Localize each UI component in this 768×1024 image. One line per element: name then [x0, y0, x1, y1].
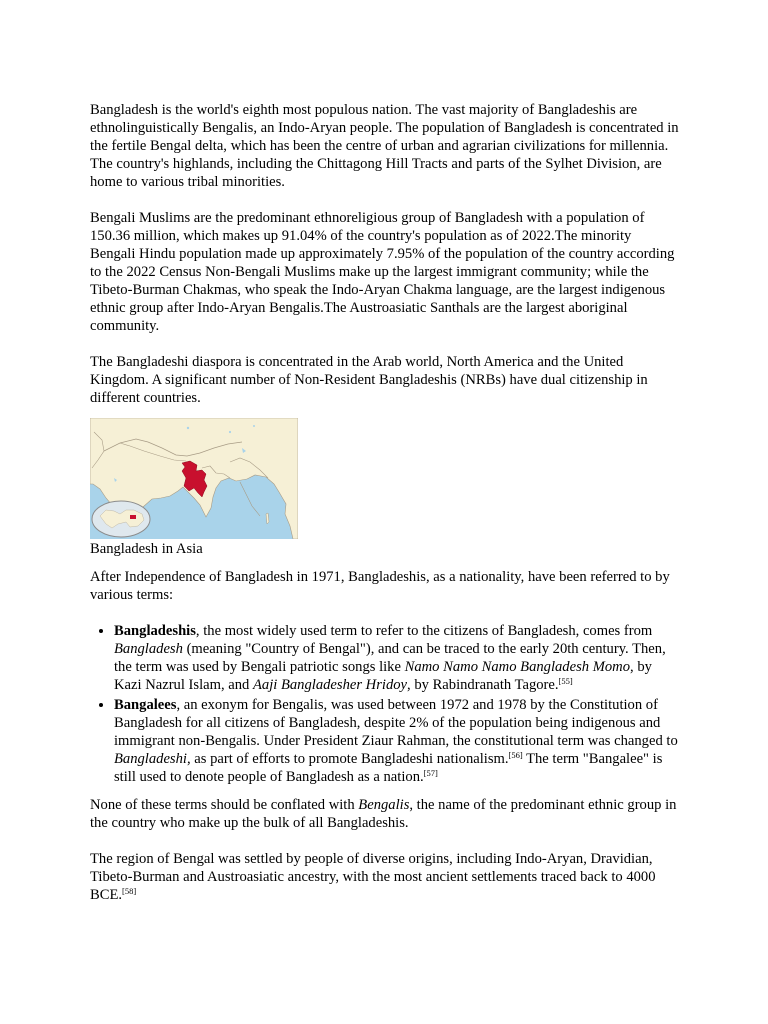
text-segment: The term "Bangalee" is still used to denote people of Bangladesh as a nation. [114, 751, 663, 785]
map-lake [253, 425, 255, 427]
list-item-bangladeshis [114, 622, 680, 694]
song-title: Aaji Bangladesher Hridoy [253, 677, 408, 693]
map-caption: Bangladesh in Asia [90, 541, 203, 557]
text-segment: The region of Bengal was settled by people of diverse origins, including Indo-Aryan, Dravidian, Tibeto-Burman and Austroasiatic ancestry, with the most ancient settlements traced back to 4000 BCE. [90, 851, 656, 903]
text-segment: None of these terms should be conflated with [90, 797, 359, 813]
citation-link[interactable]: [58] [122, 886, 137, 896]
bangladesh-locator-map [90, 418, 298, 539]
article-body [90, 101, 680, 922]
text-segment: , the most widely used term to refer to the citizens of Bangladesh, comes from [195, 623, 653, 639]
map-lake [229, 431, 231, 433]
text-segment: (meaning "Country of Bengal"), and can be traced to the early 20th century. Then, the term was used by Bengali patriotic songs like [114, 641, 666, 675]
italic-term: Bangladeshi [114, 751, 187, 767]
italic-term: Bengalis [358, 797, 410, 813]
map-inset-locator [130, 515, 136, 519]
song-title: Namo Namo Namo Bangladesh Momo [404, 659, 631, 675]
terms-list [90, 622, 680, 786]
map-lake [187, 427, 189, 429]
paragraph-independence-terms: After Independence of Bangladesh in 1971, Bangladeshis, as a nationality, have been referred to by various terms: [90, 569, 670, 603]
text-segment: , as part of efforts to promote Bangladeshi nationalism. [186, 751, 509, 767]
text-segment: , an exonym for Bengalis, was used between 1972 and 1978 by the Constitution of Bangladesh for all citizens of Bangladesh, despite 2% of the population being indigenous and immigrant non-Bengalis. Under President Ziaur Rahman, the constitutional term was changed to [114, 697, 678, 749]
list-item-bangalees [114, 696, 680, 786]
citation-link[interactable]: [56] [508, 750, 523, 760]
paragraph-ethnoreligious-groups: Bengali Muslims are the predominant ethnoreligious group of Bangladesh with a population of 150.36 million, which makes up 91.04% of the country's population as of 2022.The minority Bengali Hindu population made up approximately 7.95% of the population of the country according to the 2022 Census Non-Bengali Muslims make up the largest immigrant community; while the Tibeto-Burman Chakmas, who speak the Indo-Aryan Chakma language, are the largest indigenous ethnic group after Indo-Aryan Bengalis.The Austroasiatic Santhals are the largest aboriginal community. [90, 210, 675, 334]
citation-link[interactable]: [55] [558, 676, 573, 686]
text-segment: , the name of the predominant ethnic group in the country who make up the bulk of all Bangladeshis. [90, 797, 677, 831]
citation-link[interactable]: [57] [423, 768, 438, 778]
map-figure [90, 418, 680, 558]
paragraph-settlement-history [90, 850, 680, 904]
paragraph-diaspora: The Bangladeshi diaspora is concentrated in the Arab world, North America and the United Kingdom. A significant number of Non-Resident Bangladeshis (NRBs) have dual citizenship in different countries. [90, 354, 648, 406]
term-bangladeshis: Bangladeshis [114, 623, 196, 639]
italic-term: Bangladesh [114, 641, 183, 657]
term-bangalees: Bangalees [114, 697, 177, 713]
paragraph-not-bengalis [90, 796, 680, 832]
paragraph-population-overview: Bangladesh is the world's eighth most populous nation. The vast majority of Bangladeshis are ethnolinguistically Bengalis, an Indo-Aryan people. The population of Bangladesh is concentrated in the fertile Bengal delta, which has been the centre of urban and agrarian civilizations for millennia. The country's highlands, including the Chittagong Hill Tracts and parts of the Sylhet Division, are home to various tribal minorities. [90, 102, 679, 190]
text-segment: , by Rabindranath Tagore. [407, 677, 559, 693]
text-segment: , by Kazi Nazrul Islam, and [114, 659, 652, 693]
